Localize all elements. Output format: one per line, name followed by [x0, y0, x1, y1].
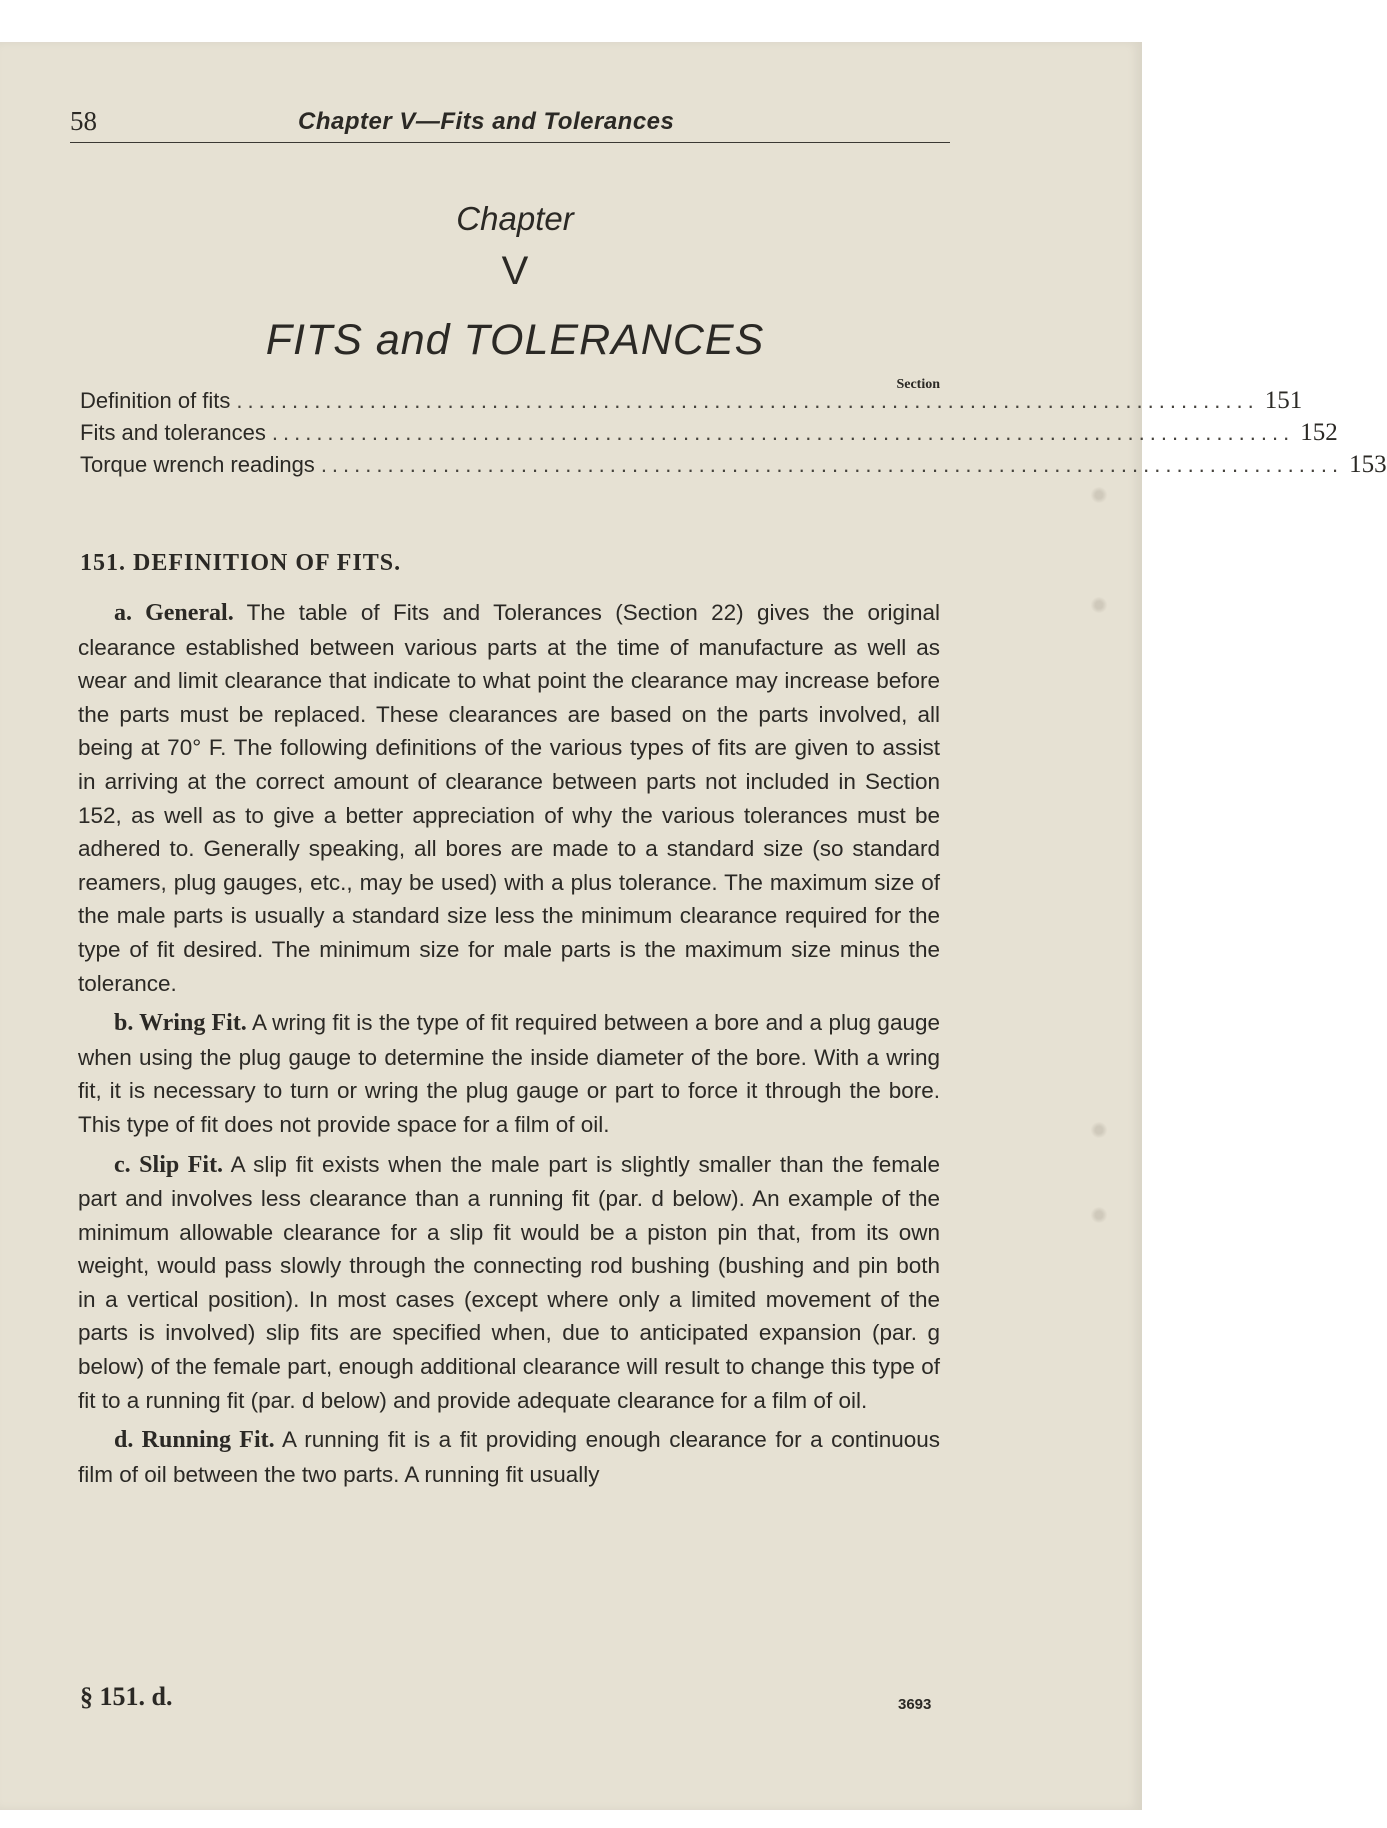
document-page: [0, 42, 1387, 1810]
toc-entry-text: Torque wrench readings: [80, 452, 315, 477]
toc-entry: [80, 387, 1303, 419]
running-header-title: Chapter V—Fits and Tolerances: [298, 108, 675, 135]
section-heading: 151. DEFINITION OF FITS.: [80, 550, 402, 576]
paragraph-general: [78, 596, 940, 1000]
toc-leader-dots: ............................................................................................: [236, 388, 1259, 413]
paragraph-lead: a. General.: [114, 600, 234, 626]
paragraph-lead: c. Slip Fit.: [114, 1151, 224, 1178]
paragraph-text: The table of Fits and Tolerances (Section 22) gives the original clearance established between various parts at the time of manufacture as well as wear and limit clearance that indicate to what point the clearance may increase before the parts must be replaced. These clearances are based on the parts involved, all being at 70° F. The following definitions of the various types of fits are given to assist in arriving at the correct amount of clearance between parts not included in Section 152, as well as to give a better appreciation of why the various tolerances must be adhered to. Generally speaking, all bores are made to a standard size (so standard reamers, plug gauges, etc., may be used) with a plus tolerance. The maximum size of the male parts is usually a standard size less the minimum clearance required for the type of fit desired. The minimum size for male parts is the maximum size minus the tolerance.: [78, 600, 940, 996]
body-text: [78, 596, 940, 1497]
table-of-contents: [80, 377, 1387, 483]
toc-entry-section: 151: [1264, 387, 1303, 414]
paragraph-lead: b. Wring Fit.: [114, 1010, 247, 1037]
toc-section-label: Section: [896, 377, 940, 392]
toc-entry: [80, 451, 1387, 483]
toc-entry-text: Fits and tolerances: [80, 420, 266, 445]
toc-entry-section: 153: [1349, 451, 1387, 478]
chapter-title: FITS and TOLERANCES: [265, 316, 765, 364]
footer-code: 3693: [898, 1696, 932, 1713]
toc-leader-dots: ............................................................................................: [271, 420, 1295, 445]
toc-entry-text: Definition of fits: [80, 388, 231, 413]
paragraph-slip-fit: [78, 1148, 940, 1418]
running-header: [70, 104, 950, 143]
footer-section-reference: § 151. d.: [80, 1682, 173, 1711]
toc-entry: [80, 419, 1338, 451]
chapter-number: V: [501, 249, 529, 293]
paragraph-running-fit: [78, 1423, 940, 1491]
paragraph-text: A running fit is a fit providing enough clearance for a continuous film of oil between the two parts. A running fit usually: [78, 1427, 940, 1487]
paragraph-lead: d. Running Fit.: [114, 1427, 275, 1454]
binder-hole-mark: [1090, 1207, 1108, 1223]
chapter-label: Chapter: [456, 200, 574, 237]
paragraph-text: A slip fit exists when the male part is slightly smaller than the female part and involves less clearance than a running fit (par. d below). An example of the minimum allowable clearance for a slip fit would be a piston pin that, from its own weight, would pass slowly through the connecting rod bushing (bushing and pin both in a vertical position). In most cases (except where only a limited movement of the parts is involved) slip fits are specified when, due to anticipated expansion (par. g below) of the female part, enough additional clearance will result to change this type of fit to a running fit (par. d below) and provide adequate clearance for a film of oil.: [78, 1151, 940, 1413]
binder-hole-mark: [1090, 1122, 1108, 1138]
toc-leader-dots: ............................................................................................: [320, 452, 1344, 477]
toc-entry-section: 152: [1300, 419, 1338, 446]
binder-hole-mark: [1090, 487, 1108, 503]
paragraph-text: A wring fit is the type of fit required between a bore and a plug gauge when using the plug gauge to determine the inside diameter of the bore. With a wring fit, it is necessary to turn or wring the plug gauge or part to force it through the bore. This type of fit does not provide space for a film of oil.: [78, 1010, 941, 1137]
paragraph-wring-fit: [78, 1006, 940, 1141]
binder-hole-mark: [1090, 597, 1108, 613]
page-number: 58: [70, 106, 97, 136]
